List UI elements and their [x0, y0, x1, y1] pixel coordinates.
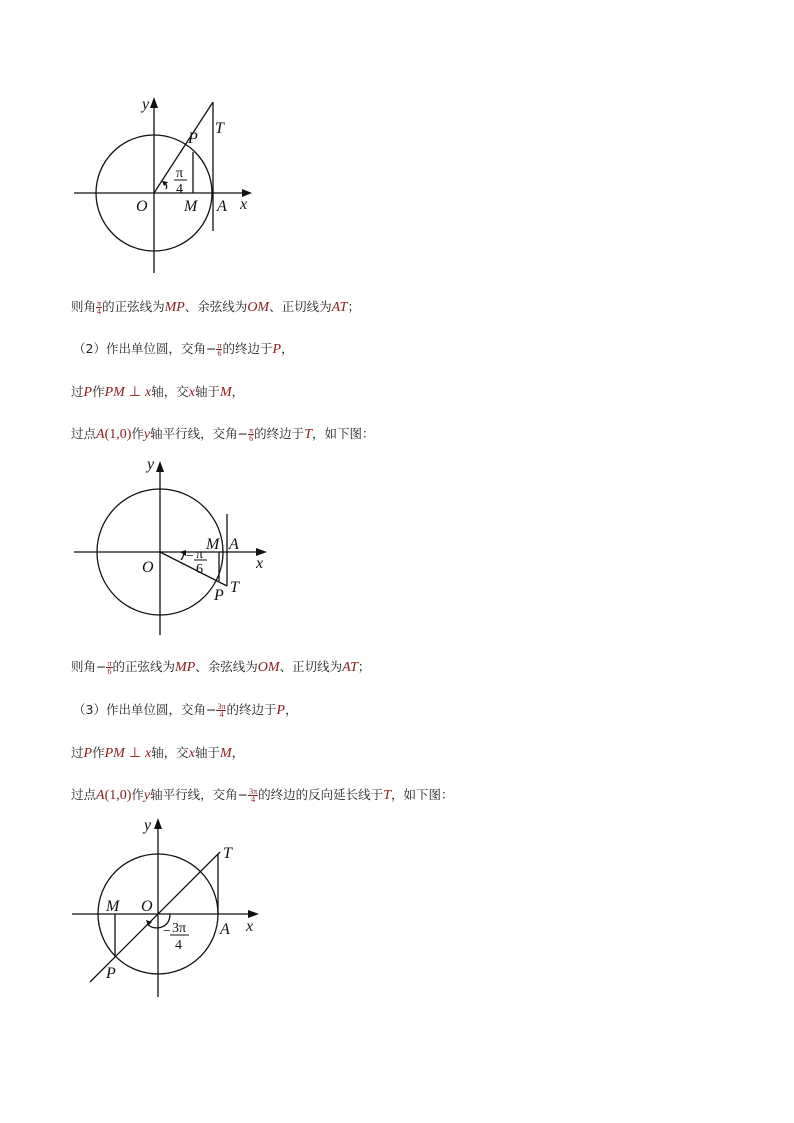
y-axis-arrow [150, 97, 158, 108]
terminal-side-extended [90, 852, 220, 982]
y-axis-arrow [156, 461, 164, 472]
figure-2-svg [60, 452, 280, 642]
label-t: T [215, 120, 224, 137]
angle-denominator: 4 [176, 182, 183, 197]
fraction: $\frac{\pi}{4}$ [97, 299, 102, 316]
fraction: $\frac{\pi}{6}$ [249, 426, 254, 443]
label-o: O [136, 198, 148, 215]
text-line-5: 则角− $\frac{\pi}{6}$ 的正弦线为MP、余弦线为OM、正切线为AT； [71, 659, 371, 676]
angle-denominator: 4 [175, 938, 182, 953]
label-m: M [106, 898, 120, 915]
text-line-3: 过P作PM ⊥ x轴，交x轴于M， [71, 384, 245, 400]
label-a: A [220, 921, 230, 938]
label-y: y [147, 456, 155, 473]
text-line-2: （2）作出单位圆，交角− $\frac{\pi}{6}$ 的终边于P， [73, 341, 294, 358]
fraction: $\frac{\pi}{6}$ [217, 341, 222, 358]
math-mp: MP [164, 300, 185, 315]
label-y: y [144, 817, 152, 834]
label-x: x [240, 196, 248, 213]
angle-sign: − [163, 924, 171, 939]
label-m: M [184, 198, 198, 215]
figure-3-unit-circle-minus-3pi-over-4 [60, 812, 280, 1002]
angle-sign: − [186, 549, 194, 564]
math-om: OM [247, 300, 270, 315]
text-line-8: 过点A(1,0)作y轴平行线，交角− $\frac{3\pi}{4}$ 的终边的反向延长线于T，如下图： [71, 787, 454, 804]
label-t: T [223, 845, 232, 862]
label-a: A [217, 198, 227, 215]
angle-numerator: π [176, 166, 184, 181]
figure-1-svg [60, 85, 270, 285]
label-o: O [142, 559, 154, 576]
figure-1-unit-circle-pi-over-4 [60, 85, 270, 285]
label-a: A [229, 536, 239, 553]
text: 则角 [71, 299, 97, 314]
label-p: P [188, 130, 198, 147]
label-m: M [206, 536, 220, 553]
fraction: $\frac{3\pi}{4}$ [249, 787, 258, 804]
figure-3-svg [60, 812, 280, 1002]
terminal-side [154, 102, 213, 193]
figure-2-unit-circle-minus-pi-over-6 [60, 452, 280, 642]
label-t: T [230, 579, 239, 596]
angle-numerator: 3π [172, 921, 187, 936]
fraction: $\frac{\pi}{6}$ [107, 659, 112, 676]
x-axis-arrow [248, 910, 259, 918]
y-axis-arrow [154, 818, 162, 829]
text-line-6: （3）作出单位圆，交角− $\frac{3\pi}{4}$ 的终边于P， [73, 702, 298, 719]
angle-denominator: 6 [196, 562, 203, 577]
math-at: AT [331, 300, 348, 315]
text-line-7: 过P作PM ⊥ x轴，交x轴于M， [71, 745, 245, 761]
label-y: y [142, 96, 150, 113]
text-line-1: 则角 $\frac{\pi}{4}$ 的正弦线为MP、余弦线为OM、正切线为AT； [71, 299, 360, 316]
label-x: x [256, 555, 264, 572]
label-o: O [141, 898, 153, 915]
label-p: P [214, 587, 224, 604]
angle-numerator: π [196, 547, 204, 562]
fraction: $\frac{3\pi}{4}$ [217, 702, 226, 719]
label-x: x [246, 918, 254, 935]
text-line-4: 过点A(1,0)作y轴平行线，交角− $\frac{\pi}{6}$ 的终边于T，如下图： [71, 426, 375, 443]
label-p: P [106, 965, 116, 982]
